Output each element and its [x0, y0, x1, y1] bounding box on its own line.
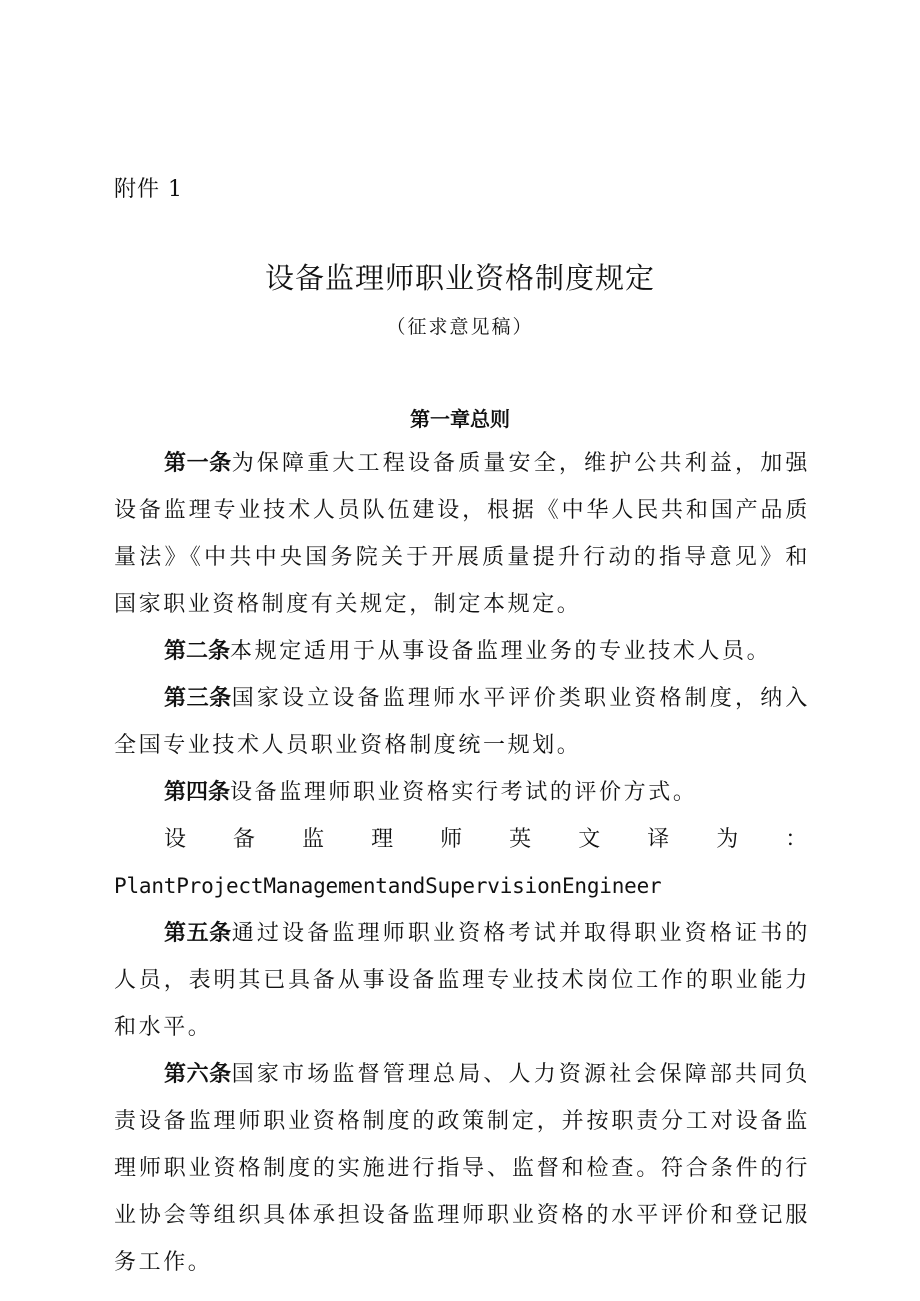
english-term: PlantProjectManagementandSupervisionEngineer	[114, 874, 662, 898]
article-label: 第三条	[164, 686, 232, 711]
article-label: 第二条	[164, 639, 231, 664]
article-text: 国家设立设备监理师水平评价类职业资格制度，纳入全国专业技术人员职业资格制度统一规划。	[114, 686, 810, 758]
article-3	[114, 675, 810, 769]
translation-char: 为	[716, 827, 741, 852]
article-label: 第六条	[164, 1062, 232, 1087]
article-label: 第五条	[164, 921, 232, 946]
article-1	[114, 440, 810, 628]
article-text: 本规定适用于从事设备监理业务的专业技术人员。	[230, 639, 772, 664]
article-4	[114, 769, 810, 816]
article-label: 第四条	[164, 780, 231, 805]
translation-char: 文	[578, 827, 603, 852]
article-6	[114, 1051, 810, 1286]
translation-char: 译	[647, 827, 672, 852]
translation-char: 英	[509, 827, 534, 852]
chapter-heading: 第一章总则	[410, 407, 510, 431]
document-body	[114, 440, 810, 1286]
attachment-label: 附件 1	[114, 177, 183, 202]
translation-char: 理	[371, 827, 396, 852]
article-2	[114, 628, 810, 675]
translation-char: 备	[233, 827, 258, 852]
article-text: 国家市场监督管理总局、人力资源社会保障部共同负责设备监理师职业资格制度的政策制定，并按职责分工对设备监理师职业资格制度的实施进行指导、监督和检查。符合条件的行业协会等组织具体承担设备监理师职业资格的水平评价和登记服务工作。	[114, 1062, 810, 1275]
translation-char: ：	[785, 827, 810, 852]
article-text: 为保障重大工程设备质量安全，维护公共利益，加强设备监理专业技术人员队伍建设，根据《中华人民共和国产品质量法》《中共中央国务院关于开展质量提升行动的指导意见》和国家职业资格制度有关规定，制定本规定。	[114, 451, 810, 617]
translation-char: 监	[302, 827, 327, 852]
article-5	[114, 910, 810, 1051]
document-subtitle: （征求意见稿）	[386, 316, 534, 338]
article-text: 设备监理师职业资格实行考试的评价方式。	[230, 780, 698, 805]
translation-char: 设	[164, 827, 189, 852]
translation-line	[114, 816, 810, 863]
article-label: 第一条	[164, 451, 232, 476]
article-text: 通过设备监理师职业资格考试并取得职业资格证书的人员，表明其已具备从事设备监理专业技术岗位工作的职业能力和水平。	[114, 921, 810, 1040]
translation-char: 师	[440, 827, 465, 852]
document-title: 设备监理师职业资格制度规定	[264, 261, 655, 295]
